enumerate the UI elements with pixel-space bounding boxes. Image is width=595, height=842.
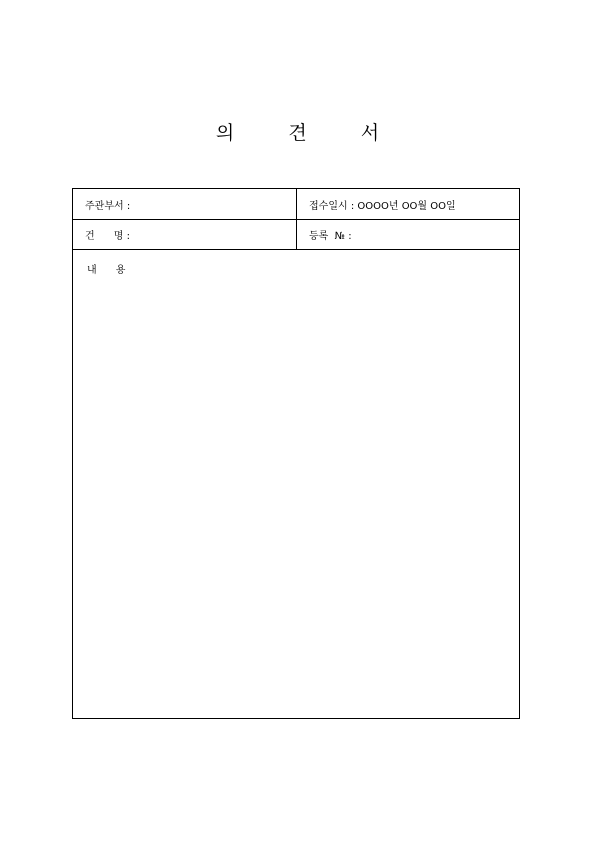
department-field[interactable] (73, 189, 297, 219)
content-area[interactable] (73, 250, 519, 718)
department-label: 주관부서 : (85, 200, 131, 212)
received-date-label: 접수일시 : OOOO년 OO월 OO일 (309, 200, 456, 212)
registration-label: 등록 № : (309, 231, 352, 242)
content-label: 내 용 (87, 265, 126, 276)
subject-field[interactable] (73, 220, 297, 249)
form-row-subject (73, 220, 519, 250)
received-date-field[interactable] (297, 189, 519, 219)
subject-label: 건 명 : (85, 231, 130, 242)
opinion-form (72, 188, 520, 719)
form-row-header (73, 189, 519, 220)
registration-number-field[interactable] (297, 220, 519, 249)
title-char-1: 의 (215, 122, 235, 144)
document-title (0, 118, 595, 145)
title-char-2: 견 (288, 122, 307, 144)
title-char-3: 서 (360, 122, 380, 144)
